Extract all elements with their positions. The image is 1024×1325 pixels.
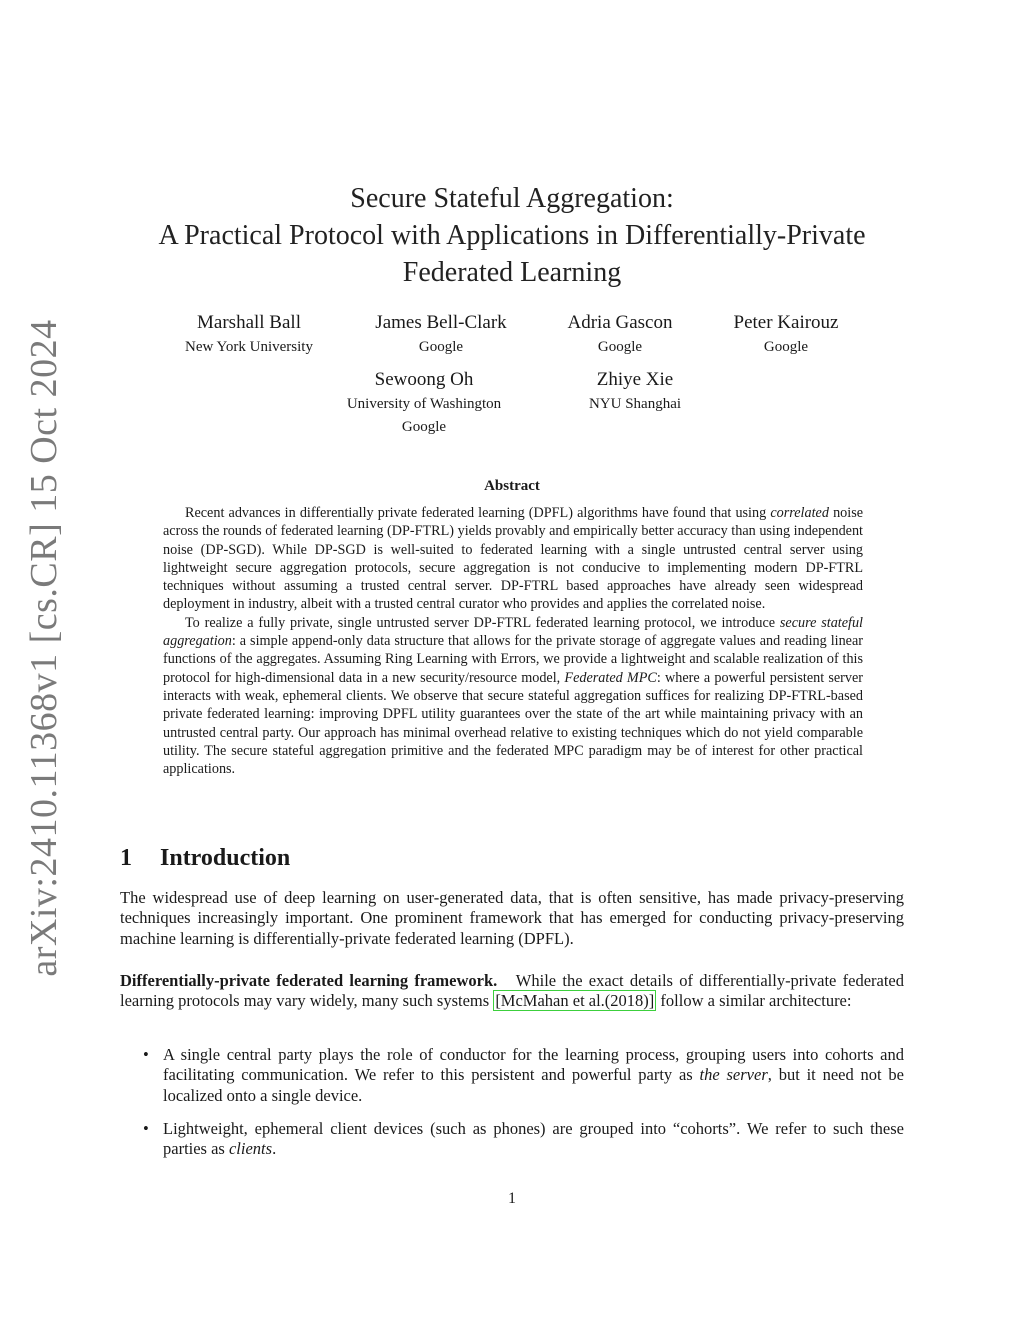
- author-block: [324, 367, 524, 439]
- bullet-icon: •: [143, 1045, 149, 1064]
- author-affiliation: NYU Shanghai: [588, 396, 682, 412]
- abstract-body: [163, 504, 863, 778]
- author-affiliation: Google: [418, 339, 464, 355]
- section-title: Introduction: [160, 845, 291, 871]
- list-item: • Lightweight, ephemeral client devices (such as phones) are grouped into “cohorts”. We refer to such these parties as clients.: [143, 1118, 904, 1159]
- bullet-list: [140, 1045, 904, 1159]
- author-affiliation-secondary: Google: [401, 419, 447, 435]
- author-block: [706, 310, 866, 359]
- author-affiliation: Google: [597, 339, 643, 355]
- author-name: Marshall Ball: [197, 312, 301, 333]
- title-line-2: A Practical Protocol with Applications in Differentially-Private: [158, 220, 866, 251]
- list-item: • A single central party plays the role of conductor for the learning process, grouping users into cohorts and facilitating communication. We refer to this persistent and powerful party as the server, but it need not be localized onto a single device.: [143, 1045, 904, 1105]
- author-block: [350, 310, 532, 359]
- abstract-paragraph-2: To realize a fully private, single untrusted server DP-FTRL federated learning protocol, we introduce secure stateful aggregation: a simple append-only data structure that allows for the private storage of aggregate values and reading linear functions of the aggregates. Assuming Ring Learning with Errors, we provide a lightweight and scalable realization of this protocol for high-dimensional data in a new security/resource model, Federated MPC: where a powerful persistent server interacts with weak, ephemeral clients. We observe that secure stateful aggregation suffices for realizing DP-FTRL-based private federated learning: improving DPFL utility guarantees over the state of the art while maintaining privacy with an untrusted central party. Our approach has minimal overhead relative to existing techniques which do not yield comparable utility. The secure stateful aggregation primitive and the federated MPC paradigm may be of interest for other practical applications.: [163, 614, 864, 778]
- author-block: [540, 310, 700, 359]
- author-name: Sewoong Oh: [374, 369, 474, 390]
- author-affiliation: New York University: [185, 339, 313, 355]
- framework-heading: Differentially-private federated learning framework.: [120, 971, 498, 990]
- section-heading: [120, 845, 290, 872]
- paper-title: [100, 180, 924, 291]
- arxiv-id: arXiv:2410.11368v1 [cs.CR] 15 Oct 2024: [23, 319, 65, 977]
- citation-link[interactable]: [McMahan et al.(2018)]: [495, 991, 655, 1011]
- author-affiliation: Google: [763, 339, 809, 355]
- page-number: 1: [508, 1190, 516, 1207]
- author-name: James Bell-Clark: [375, 312, 507, 333]
- author-name: Peter Kairouz: [733, 312, 839, 333]
- title-line-3: Federated Learning: [402, 257, 622, 288]
- author-block: [560, 367, 710, 416]
- bullet-icon: •: [143, 1118, 149, 1138]
- arxiv-sidebar: [23, 319, 65, 977]
- author-block: [158, 310, 340, 359]
- section-number: 1: [120, 845, 132, 871]
- author-name: Adria Gascon: [567, 312, 673, 333]
- author-name: Zhiye Xie: [596, 369, 674, 390]
- abstract-heading: Abstract: [484, 478, 540, 494]
- intro-paragraph: The widespread use of deep learning on user-generated data, that is often sensitive, has made privacy-preserving techniques increasingly important. One prominent framework that has emerged for conducting privacy-preserving machine learning is differentially-private federated learning (DPFL).: [120, 888, 904, 948]
- title-line-1: Secure Stateful Aggregation:: [350, 183, 674, 214]
- framework-paragraph: Differentially-private federated learning framework. While the exact details of differentially-private federated learning protocols may vary widely, many such systems [McMahan et al.(2018)] follow a similar architecture:: [120, 971, 905, 1011]
- author-affiliation: University of Washington: [346, 396, 502, 412]
- abstract-paragraph-1: Recent advances in differentially private federated learning (DPFL) algorithms have found that using correlated noise across the rounds of federated learning (DP-FTRL) yields provably and empirically better accuracy than using independent noise (DP-SGD). While DP-SGD is well-suited to federated learning with a single untrusted central server using lightweight secure aggregation protocols, secure aggregation is not conducive to implementing modern DP-FTRL techniques without assuming a trusted central server. DP-FTRL based approaches have already seen widespread deployment in industry, albeit with a trusted central curator who provides and applies the correlated noise.: [163, 505, 864, 613]
